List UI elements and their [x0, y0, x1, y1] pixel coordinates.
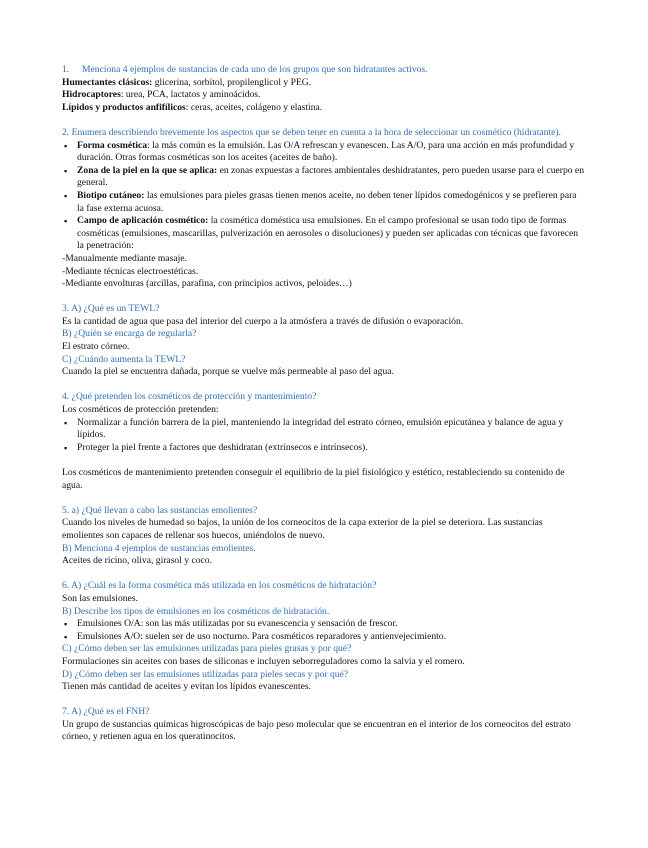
question-3b: B) ¿Quién se encarga de regularla? [62, 328, 197, 340]
answer-2-extra-3: -Mediante envolturas (arcillas, parafina, con principios activos, peloides…) [62, 278, 352, 290]
answer-3c: Cuando la piel se encuentra dañada, porque se vuelve más permeable al paso del agua. [62, 366, 394, 378]
answer-6c: Formulaciones sin aceites con bases de siliconas e incluyen seborreguladores como la salvia y el romero. [62, 655, 465, 667]
question-3a: 3. A) ¿Qué es un TEWL? [62, 303, 160, 315]
question-3c: C) ¿Cuándo aumenta la TEWL? [62, 353, 186, 365]
list-item: ▪ Zona de la piel en la que se aplica: en zonas expuestas a factores ambientales deshidratantes, pero pueden usarse para el cuerpo en general. [62, 165, 584, 190]
list-item: ▪ Normalizar a función barrera de la piel, manteniendo la integridad del estrato córneo, emulsión epicutánea y balance de agua y lípidos. [62, 417, 584, 442]
answer-5b: Aceites de ricino, oliva, girasol y coco. [62, 555, 212, 567]
question-1-text: Menciona 4 ejemplos de sustancias de cada uno de los grupos que son hidratantes activos. [82, 64, 428, 75]
question-1 [62, 64, 584, 77]
answer-4-list [62, 417, 584, 455]
answer-6b-list [62, 618, 584, 643]
question-6d: D) ¿Cómo deben ser las emulsiones utilizadas para pieles secas y por qué? [62, 668, 349, 680]
list-item: ▪ Biotipo cutáneo: las emulsiones para pieles grasas tienen menos aceite, no deben tener lípidos comedogénicos y se prefieren para la fase externa acuosa. [62, 190, 584, 215]
list-item: ▪ Emulsiones O/A: son las más utilizadas por su evanescencia y sensación de frescor. [62, 618, 584, 631]
answer-2-extra-1: -Manualmente mediante masaje. [62, 252, 187, 264]
answer-4-intro: Los cosméticos de protección pretenden: [62, 404, 219, 416]
answer-6a: Son las emulsiones. [62, 592, 138, 604]
question-5b: B) Menciona 4 ejemplos de sustancias emolientes. [62, 542, 256, 554]
question-6a: 6. A) ¿Cuál es la forma cosmética más utilizada en los cosméticos de hidratación? [62, 580, 377, 592]
answer-2-list [62, 140, 584, 253]
document-page [62, 64, 584, 744]
answer-2-extra-2: -Mediante técnicas electroestéticas. [62, 265, 199, 277]
answer-5a: Cuando los niveles de humedad so bajos, la unión de los corneocitos de la capa exterior de la piel se deteriora. Las sustancias emolientes son capaces de rellenar sos huecos, uniéndolos de nuevo. [62, 517, 543, 541]
answer-7a: Un grupo de sustancias químicas higroscópicas de bajo peso molecular que se encuentran en el interior de los corneocitos del estrato córneo, y retienen agua en los queratinocitos. [62, 718, 571, 743]
list-item: ▪ Campo de aplicación cosmético: la cosmética doméstica usa emulsiones. En el campo profesional se usan todo tipo de formas cosméticas (emulsiones, mascarillas, pulverización en aerosoles o disoluciones) y pueden ser aplicadas con técnicas que favorecen la penetración: [62, 215, 584, 253]
question-6b: B) Describe los tipos de emulsiones en los cosméticos de hidratación. [62, 605, 330, 617]
question-7a: 7. A) ¿Qué es el FNH? [62, 706, 150, 718]
list-item: ▪ Emulsiones A/O: suelen ser de uso nocturno. Para cosméticos reparadores y antienvejecimiento. [62, 631, 584, 644]
answer-1-line-3: Lípidos y productos anfifílicos: ceras, aceites, colágeno y elastina. [62, 101, 323, 113]
question-5a: 5. a) ¿Qué llevan a cabo las sustancias emolientes? [62, 504, 258, 516]
answer-3a: Es la cantidad de agua que pasa del interior del cuerpo a la atmósfera a través de difusión o evaporación. [62, 315, 464, 327]
answer-1-line-1: Humectantes clásicos: glicerina, sorbitol, propilenglicol y PEG. [62, 76, 312, 88]
question-6c: C) ¿Cómo deben ser las emulsiones utilizadas para pieles grasas y por qué? [62, 643, 352, 655]
answer-6d: Tienen más cantidad de aceites y evitan los lípidos evanescentes. [62, 681, 312, 693]
question-1-number: 1. [62, 64, 70, 75]
answer-4-paragraph: Los cosméticos de mantenimiento pretenden conseguir el equilibrio de la piel fisiológico y estético, restableciendo su contenido de agua. [62, 467, 565, 491]
question-4: 4. ¿Qué pretenden los cosméticos de protección y mantenimiento? [62, 391, 317, 403]
list-item: ▪ Forma cosmética: la más común es la emulsión. Las O/A refrescan y evanescen. Las A/O, para una acción en más profundidad y duración. Otras formas cosméticas son los aceites (aceites de baño). [62, 140, 584, 165]
list-item: ▪ Proteger la piel frente a factores que deshidratan (extrínsecos e intrínsecos). [62, 442, 584, 455]
question-2: 2. Enumera describiendo brevemente los aspectos que se deben tener en cuenta a la hora de seleccionar un cosmético (hidratante). [62, 126, 561, 138]
answer-3b: El estrato córneo. [62, 341, 130, 353]
answer-1-line-2: Hidrocaptores: urea, PCA, lactatos y aminoácidos. [62, 89, 261, 101]
